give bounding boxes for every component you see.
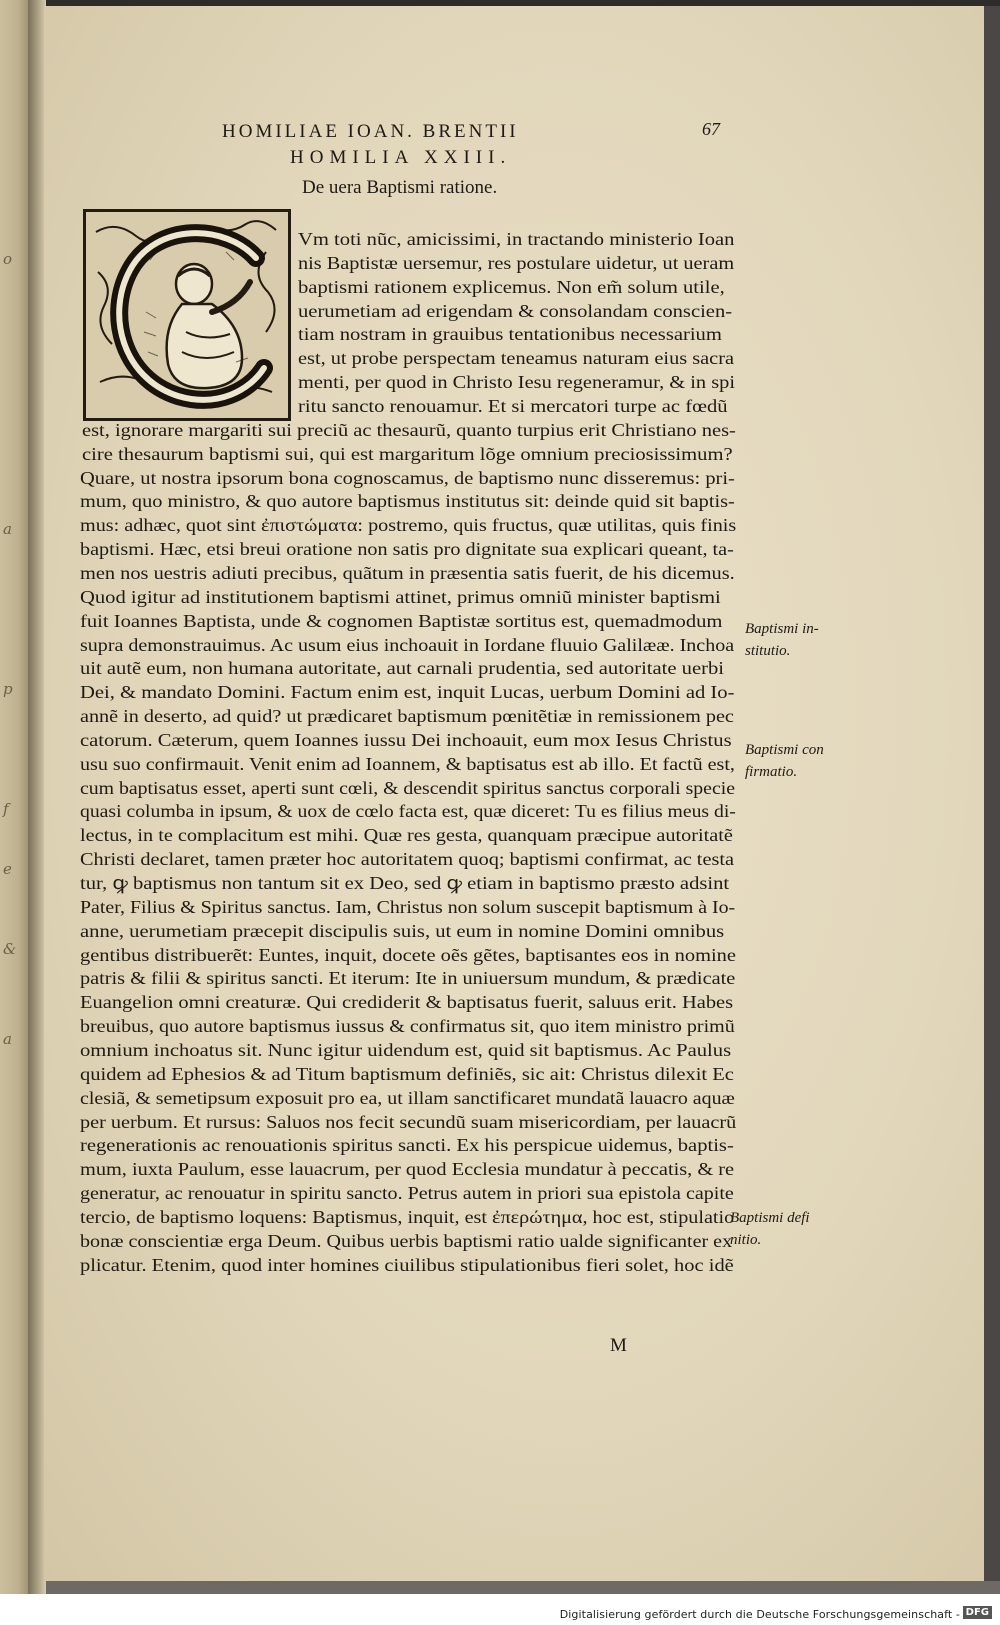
text-line: baptismi rationem explicemus. Non em̃ solum utile, [298, 276, 725, 297]
text-line: breuibus, quo autore baptismus iussus & confirmatus sit, quo item ministro primũ [80, 1016, 735, 1037]
text-line: baptismi. Hæc, etsi breui oratione non satis pro dignitate sua explicari queant, ta- [80, 539, 734, 559]
text-line: mum, iuxta Paulum, esse lauacrum, per quod Ecclesia mundatur à peccatis, & re [80, 1159, 735, 1180]
text-line: tercio, de baptismo loquens: Baptismus, inquit, est ἐπερώτημα, hoc est, stipulatio [80, 1206, 735, 1227]
text-line: uerumetiam ad erigendam & consolandam conscien- [298, 300, 733, 321]
page-edge-right [984, 6, 1000, 1581]
text-line: cire thesaurum baptismi sui, qui est margaritum lõge omnium preciosissimum? [82, 443, 733, 464]
text-line: Quare, ut nostra ipsorum bona cognoscamus, de baptismo nunc disseremus: pri- [80, 467, 735, 488]
text-line: supra demonstrauimus. Ac usum eius inchoauit in Iordane fluuio Galilææ. Inchoa [80, 634, 735, 655]
text-line: anne, uerumetiam præcepit discipulis suis, ut eum in nomine Domini omnibus [80, 920, 725, 941]
text-line: bonæ conscientiæ erga Deum. Quibus uerbis baptismi ratio ualde significanter ex [80, 1230, 733, 1251]
text-line: lectus, in te complacitum est mihi. Quæ res gesta, quanquam præcipue autoritatẽ [80, 825, 733, 846]
text-line: Quod igitur ad institutionem baptismi attinet, primus omniũ minister baptismi [80, 586, 721, 607]
funding-credit: Digitalisierung gefördert durch die Deutsche Forschungsgemeinschaft - [559, 1608, 960, 1621]
text-line: nis Baptistæ uersemur, res postulare uidetur, ut ueram [298, 252, 735, 273]
text-line: tiam nostram in grauibus tentationibus necessarium [298, 324, 722, 345]
text-line: usu suo confirmauit. Venit enim ad Ioannem, & baptisatus est ab illo. Et factũ est, [80, 753, 735, 774]
text-line: fuit Ioannes Baptista, unde & cognomen Baptistæ sortitus est, quemadmodum [80, 610, 723, 631]
chapter-subtitle: De uera Baptismi ratione. [302, 177, 498, 198]
text-line: Pater, Filius & Spiritus sanctus. Iam, Christus non solum suscepit baptismum à Io- [80, 896, 736, 917]
text-line: est, ut probe perspectam teneamus naturam eius sacra [298, 348, 735, 369]
margin-note: firmatio. [745, 764, 798, 780]
margin-note: Baptismi defi [730, 1210, 810, 1226]
margin-note: Baptismi con [745, 742, 824, 758]
text-line: per uerbum. Et rursus: Saluos nos fecit secundũ suam misericordiam, per lauacrũ [80, 1111, 737, 1132]
facing-page-edge: o a p f e & a [0, 0, 30, 1625]
text-line: mum, quo ministro, & quo autore baptismus institutus sit: deinde quid sit baptis- [80, 491, 735, 512]
text-line: quidem ad Ephesios & ad Titum baptismum definiẽs, sic ait: Christus dilexit Ec [80, 1063, 734, 1084]
text-line: regenerationis ac renouationis spiritus sancti. Ex his perspicue uidemus, baptis- [80, 1135, 734, 1156]
text-line: omnium inchoatus sit. Nunc igitur uidendum est, quid sit baptismus. Ac Paulus [80, 1039, 732, 1060]
text-line: cum baptisatus esset, aperti sunt cœli, & descendit spiritus sanctus corporali specie [80, 777, 736, 798]
text-line: tur, ꝙ baptismus non tantum sit ex Deo, sed ꝙ etiam in baptismo præsto adsint [80, 873, 730, 893]
text-line: men nos uestris adiuti precibus, quãtum in præsentia satis fuerit, de his dicemus. [80, 562, 735, 583]
margin-note: nitio. [730, 1232, 762, 1248]
text-line: Dei, & mandato Domini. Factum enim est, inquit Lucas, uerbum Domini ad Io- [80, 682, 735, 703]
text-line: annẽ in deserto, ad quid? ut prædicaret baptismum pœnitẽtiæ in remissionem pec [80, 706, 734, 726]
text-line: mus: adhæc, quot sint ἐπιστώματα: postremo, quis fructus, quæ utilitas, quis finis [80, 515, 737, 536]
margin-note: stitutio. [745, 643, 791, 659]
text-line: clesiã, & semetipsum exposuit pro ea, ut illam sanctificaret mundatã lauacro aquæ [80, 1087, 735, 1108]
text-line: gentibus distribuerẽt: Euntes, inquit, docete oẽs gẽtes, baptisantes eos in nomine [80, 944, 736, 965]
text-line: uit autẽ eum, non humana autoritate, aut carnali prudentia, sed autoritate uerbi [80, 658, 725, 679]
text-line: patris & filii & spiritus sancti. Et iterum: Ite in uniuersum mundum, & prædicate [80, 968, 736, 989]
text-line: plicatur. Etenim, quod inter homines ciuilibus stipulationibus fieri solet, hoc idẽ [80, 1254, 734, 1275]
text-line: Christi declaret, tamen præter hoc autoritatem quoq; baptismi confirmat, ac testa [80, 849, 735, 870]
text-line: Euangelion omni creaturæ. Qui crediderit & baptisatus fuerit, saluus erit. Habes [80, 992, 734, 1013]
text-line: Vm toti nũc, amicissimi, in tractando ministerio Ioan [298, 229, 735, 249]
historiated-initial-c-icon [83, 209, 291, 421]
margin-note: Baptismi in- [745, 621, 819, 637]
text-line: est, ignorare margariti sui preciũ ac thesaurũ, quanto turpius erit Christiano nes- [82, 419, 736, 440]
running-head: HOMILIAE IOAN. BRENTII [222, 121, 519, 142]
signature-mark: M [610, 1335, 627, 1356]
text-line: generatur, ac renouatur in spiritu sancto. Petrus autem in priori sua epistola capite [80, 1183, 734, 1203]
dfg-logo-icon: DFG [963, 1606, 992, 1619]
text-line: quasi columba in ipsum, & uox de cœlo facta est, quæ diceret: Tu es filius meus di- [80, 801, 736, 822]
text-line: menti, per quod in Christo Iesu regeneramur, & in spi [298, 372, 736, 393]
folio-number: 67 [702, 119, 720, 139]
homily-number: HOMILIA XXIII. [290, 147, 512, 168]
text-line: ritu sancto renouamur. Et si mercatori turpe ac fœdũ [298, 396, 728, 416]
text-line: catorum. Cæterum, quem Ioannes iussu Dei inchoauit, eum mox Iesus Christus [80, 729, 732, 750]
